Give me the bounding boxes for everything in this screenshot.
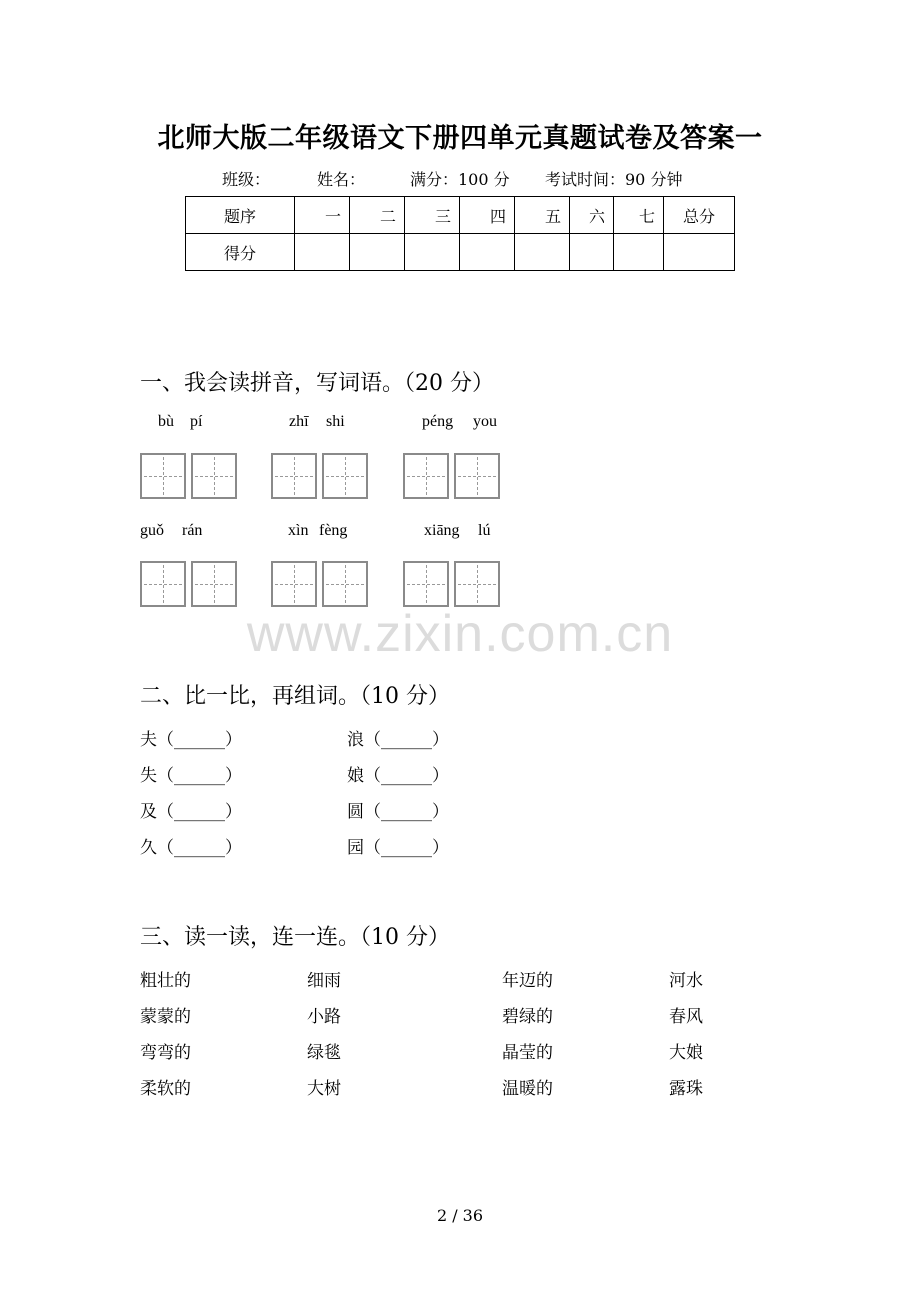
score-cell[interactable] bbox=[350, 234, 405, 271]
pinyin-syllable: zhī bbox=[289, 413, 309, 430]
score-cell[interactable] bbox=[614, 234, 664, 271]
tian-grid-box[interactable] bbox=[454, 453, 500, 499]
match-word: 绿毯 bbox=[307, 1043, 341, 1063]
exam-time: 考试时间：90 分钟 bbox=[545, 170, 683, 189]
watermark: www.zixin.com.cn bbox=[246, 605, 674, 663]
score-cell[interactable] bbox=[570, 234, 614, 271]
page-number: 2 / 36 bbox=[436, 1206, 484, 1225]
full-score: 满分：100 分 bbox=[410, 170, 510, 189]
tian-grid-box[interactable] bbox=[191, 453, 237, 499]
match-word: 河水 bbox=[669, 971, 703, 991]
tian-grid-box[interactable] bbox=[271, 453, 317, 499]
pinyin-syllable: lú bbox=[478, 522, 491, 539]
score-table bbox=[185, 196, 735, 271]
pinyin-syllable: xìn bbox=[288, 522, 309, 539]
pinyin-syllable: péng bbox=[422, 413, 454, 430]
match-word: 小路 bbox=[307, 1007, 341, 1027]
match-word: 温暖的 bbox=[502, 1079, 553, 1099]
pinyin-syllable: bù bbox=[158, 413, 174, 430]
tian-grid-box[interactable] bbox=[191, 561, 237, 607]
score-table-score-row bbox=[186, 234, 735, 271]
score-cell[interactable] bbox=[405, 234, 460, 271]
score-cell[interactable] bbox=[515, 234, 570, 271]
score-table-header-row bbox=[186, 197, 735, 234]
score-row-label: 得分 bbox=[186, 234, 295, 271]
score-header-cell: 题序 bbox=[186, 197, 295, 234]
score-header-cell: 五 bbox=[515, 197, 570, 234]
section3-heading: 三、读一读，连一连。（10 分） bbox=[140, 925, 450, 950]
match-word: 大树 bbox=[307, 1079, 341, 1099]
tian-grid-box[interactable] bbox=[322, 561, 368, 607]
tian-grid-box[interactable] bbox=[403, 453, 449, 499]
tian-grid-box[interactable] bbox=[140, 453, 186, 499]
score-header-cell: 总分 bbox=[664, 197, 735, 234]
tian-grid-box[interactable] bbox=[322, 453, 368, 499]
name-label: 姓名： bbox=[317, 170, 366, 189]
match-word: 柔软的 bbox=[140, 1079, 191, 1099]
match-word: 年迈的 bbox=[502, 971, 553, 991]
section2-heading: 二、比一比，再组词。（10 分） bbox=[140, 684, 450, 709]
score-header-cell: 二 bbox=[350, 197, 405, 234]
match-word: 晶莹的 bbox=[502, 1043, 553, 1063]
compare-item: 失（______） bbox=[140, 766, 242, 786]
compare-item: 久（______） bbox=[140, 838, 242, 858]
score-cell[interactable] bbox=[460, 234, 515, 271]
pinyin-syllable: rán bbox=[182, 522, 203, 539]
score-header-cell: 六 bbox=[570, 197, 614, 234]
pinyin-syllable: guǒ bbox=[140, 522, 164, 539]
match-word: 大娘 bbox=[669, 1043, 703, 1063]
score-header-cell: 四 bbox=[460, 197, 515, 234]
match-word: 露珠 bbox=[669, 1079, 703, 1099]
compare-item: 圆（______） bbox=[347, 802, 449, 822]
page-title: 北师大版二年级语文下册四单元真题试卷及答案一 bbox=[157, 123, 763, 154]
tian-grid-box[interactable] bbox=[271, 561, 317, 607]
compare-item: 夫（______） bbox=[140, 730, 242, 750]
pinyin-syllable: xiāng bbox=[424, 522, 460, 539]
pinyin-syllable: shi bbox=[326, 413, 345, 430]
compare-item: 及（______） bbox=[140, 802, 242, 822]
match-word: 蒙蒙的 bbox=[140, 1007, 191, 1027]
tian-grid-box[interactable] bbox=[403, 561, 449, 607]
match-word: 春风 bbox=[669, 1007, 703, 1027]
score-cell[interactable] bbox=[664, 234, 735, 271]
match-word: 弯弯的 bbox=[140, 1043, 191, 1063]
score-header-cell: 七 bbox=[614, 197, 664, 234]
compare-item: 浪（______） bbox=[347, 730, 449, 750]
score-header-cell: 一 bbox=[295, 197, 350, 234]
pinyin-syllable: fèng bbox=[319, 522, 348, 539]
pinyin-syllable: pí bbox=[190, 413, 203, 430]
section1-heading: 一、我会读拼音，写词语。（20 分） bbox=[140, 371, 494, 396]
pinyin-syllable: you bbox=[473, 413, 497, 430]
match-word: 碧绿的 bbox=[502, 1007, 553, 1027]
tian-grid-box[interactable] bbox=[454, 561, 500, 607]
match-word: 粗壮的 bbox=[140, 971, 191, 991]
score-cell[interactable] bbox=[295, 234, 350, 271]
compare-item: 娘（______） bbox=[347, 766, 449, 786]
class-label: 班级： bbox=[222, 170, 271, 189]
match-word: 细雨 bbox=[307, 971, 341, 991]
compare-item: 园（______） bbox=[347, 838, 449, 858]
tian-grid-box[interactable] bbox=[140, 561, 186, 607]
score-header-cell: 三 bbox=[405, 197, 460, 234]
